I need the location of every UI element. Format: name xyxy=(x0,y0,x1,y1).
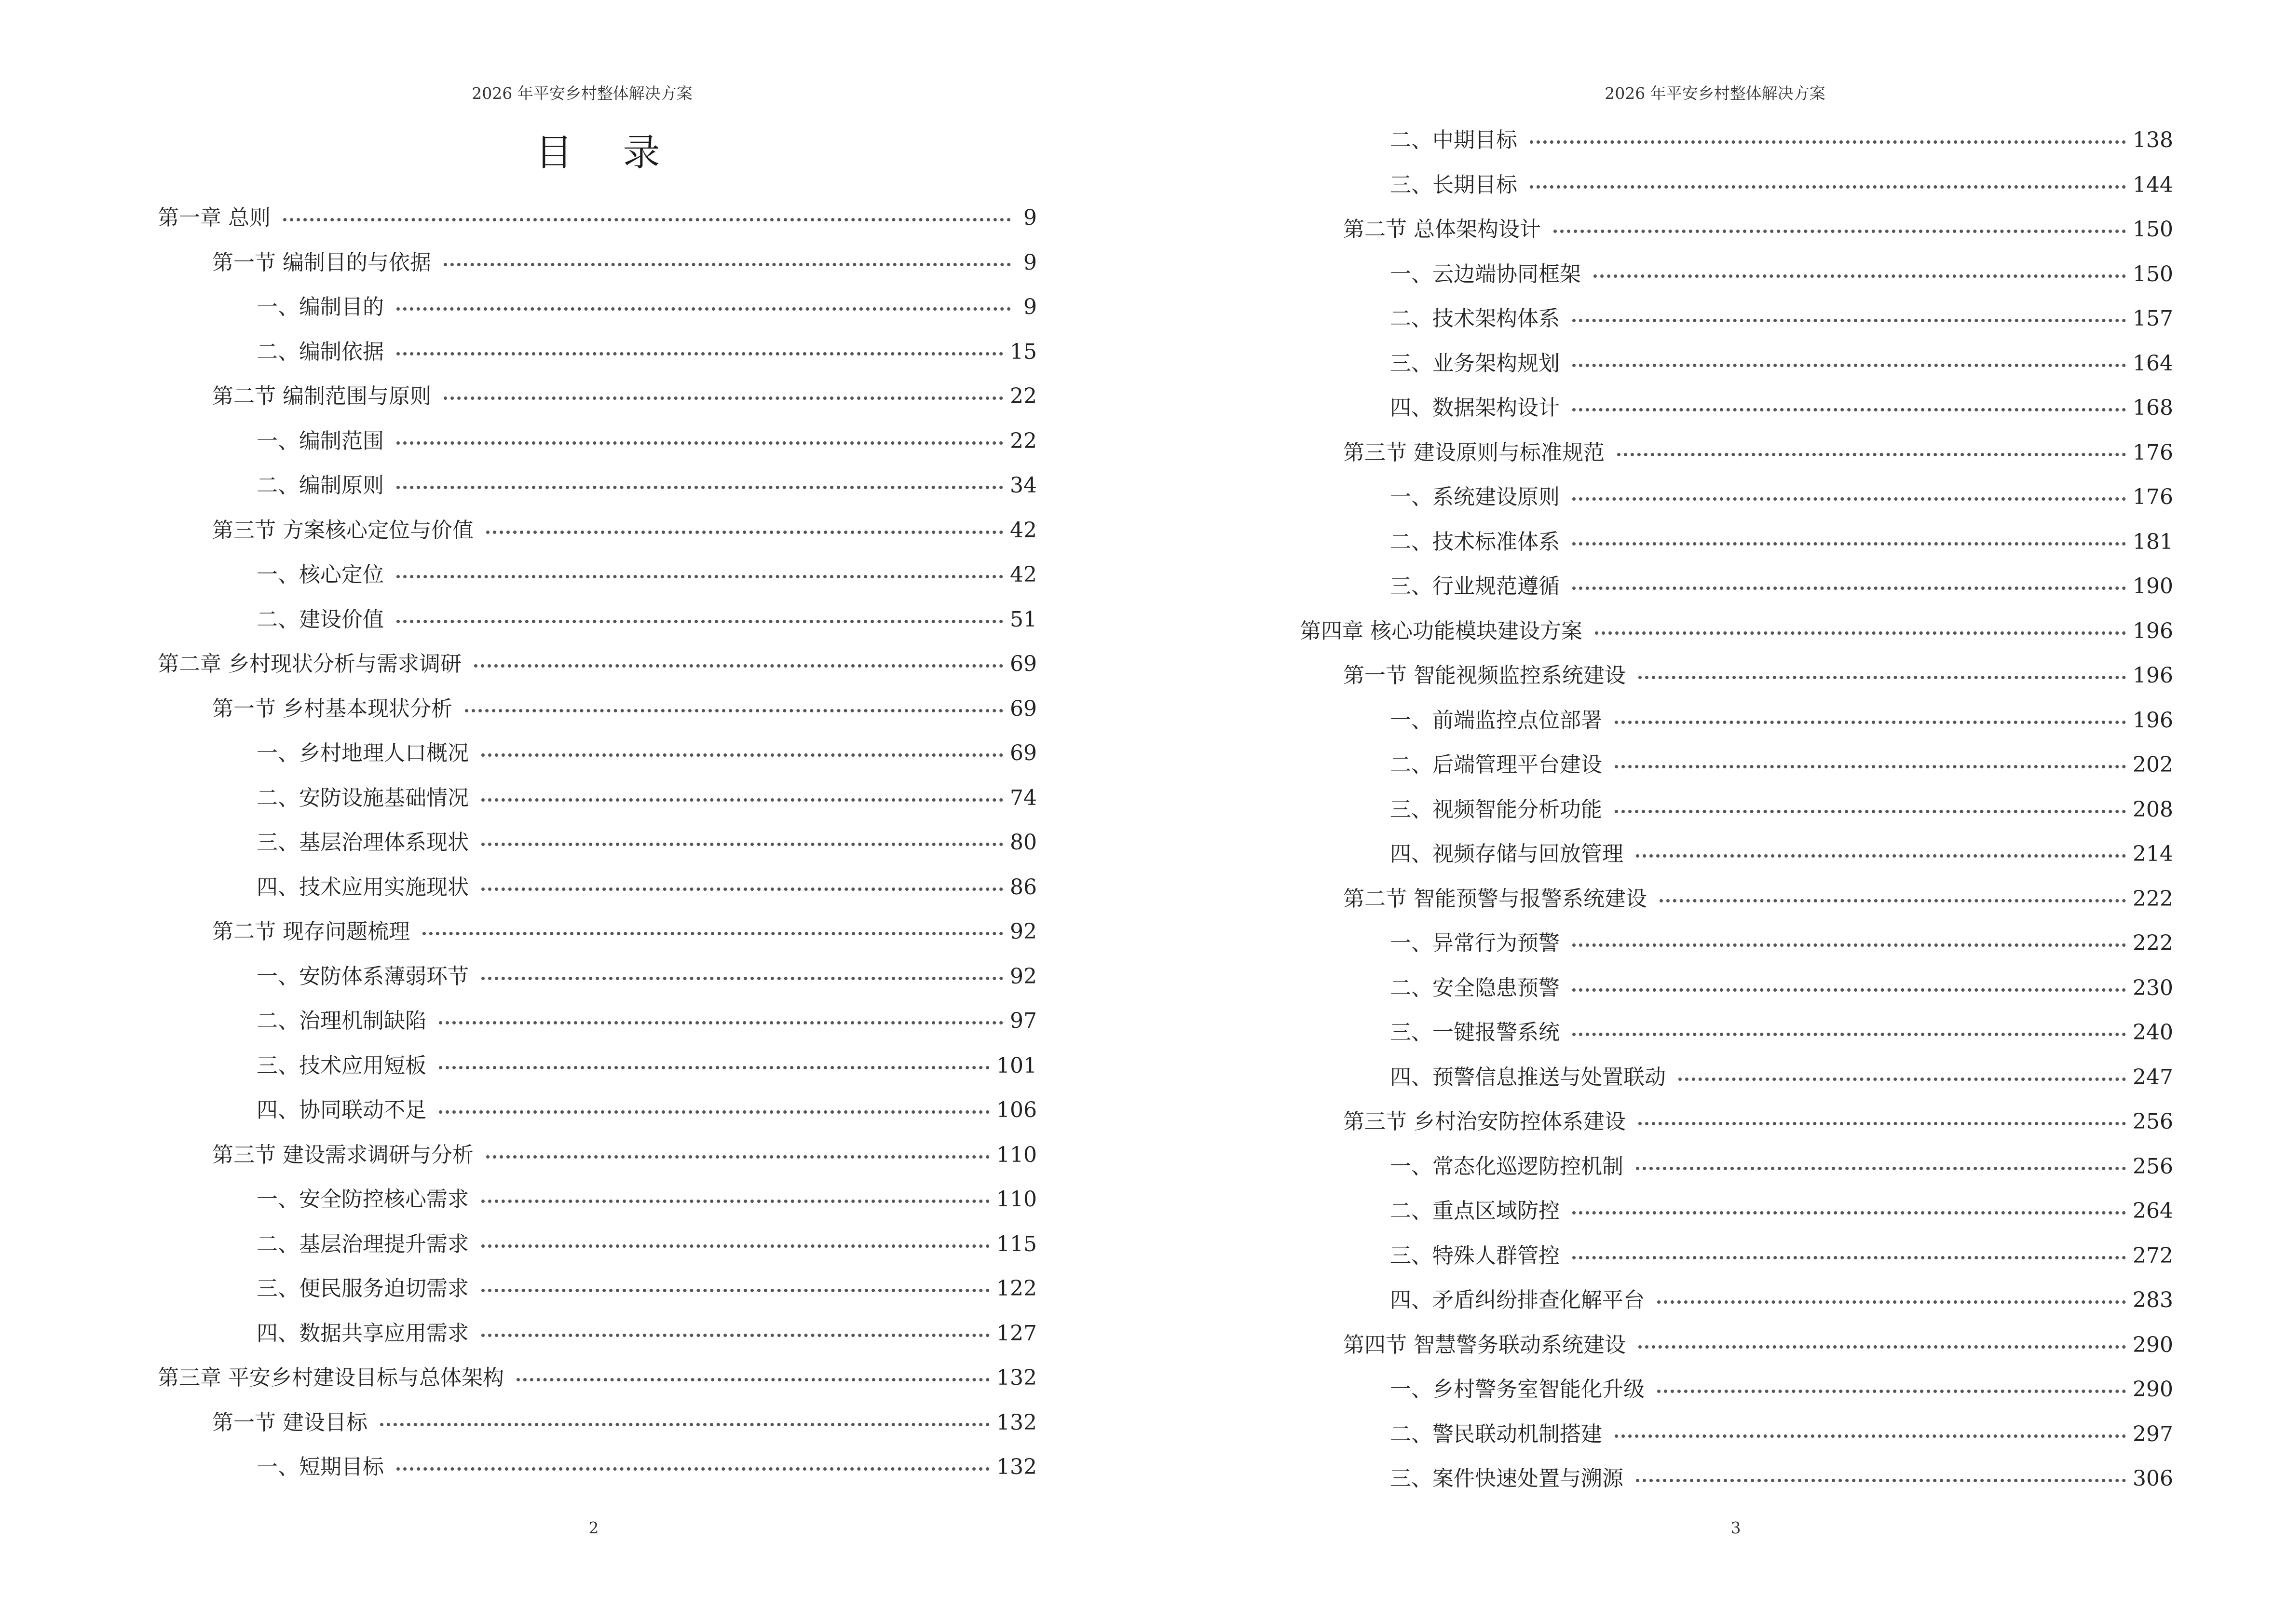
toc-entry-label: 第三章 平安乡村建设目标与总体架构 xyxy=(158,1365,504,1390)
toc-entry-label: 二、中期目标 xyxy=(1390,128,1517,152)
toc-entry-page: 181 xyxy=(2133,529,2173,554)
toc-entry-page: 202 xyxy=(2133,752,2173,777)
toc-entry-page: 110 xyxy=(996,1187,1037,1212)
dot-leader xyxy=(1615,1425,2126,1438)
toc-entry-page: 290 xyxy=(2133,1332,2173,1357)
dot-leader xyxy=(486,1146,990,1159)
dot-leader xyxy=(1572,1201,2126,1215)
toc-entry[interactable] xyxy=(1144,1457,2173,1501)
toc-entry[interactable] xyxy=(0,553,1037,598)
toc-entry[interactable] xyxy=(0,1401,1037,1446)
dot-leader xyxy=(481,1235,990,1248)
dot-leader xyxy=(481,833,1003,846)
toc-entry-label: 四、协同联动不足 xyxy=(257,1098,426,1122)
toc-entry-page: 22 xyxy=(1010,384,1037,409)
dot-leader xyxy=(1657,1380,2126,1393)
toc-entry[interactable] xyxy=(0,330,1037,375)
toc-entry[interactable] xyxy=(0,419,1037,464)
toc-entry[interactable] xyxy=(0,1267,1037,1311)
toc-entry[interactable] xyxy=(1144,252,2173,297)
toc-entry-page: 230 xyxy=(2133,975,2173,1000)
toc-entry-page: 80 xyxy=(1010,830,1037,855)
toc-entry-page: 92 xyxy=(1010,919,1037,944)
toc-entry-page: 132 xyxy=(996,1365,1037,1390)
toc-entry-label: 一、异常行为预警 xyxy=(1390,931,1560,955)
toc-entry-label: 第三节 乡村治安防控体系建设 xyxy=(1343,1109,1626,1134)
toc-entry-label: 四、数据架构设计 xyxy=(1390,396,1560,420)
toc-entry-label: 第四章 核心功能模块建设方案 xyxy=(1300,618,1582,643)
toc-entry[interactable] xyxy=(0,910,1037,955)
toc-entry[interactable] xyxy=(0,285,1037,330)
toc-entry-page: 222 xyxy=(2133,931,2173,955)
toc-entry-page: 196 xyxy=(2133,663,2173,688)
dot-leader xyxy=(481,878,1003,891)
toc-entry-label: 三、特殊人群管控 xyxy=(1390,1243,1560,1268)
dot-leader xyxy=(1572,1023,2126,1036)
dot-leader xyxy=(1617,443,2126,456)
toc-entry-label: 一、乡村地理人口概况 xyxy=(257,741,469,765)
dot-leader xyxy=(481,789,1003,802)
toc-entry-page: 127 xyxy=(996,1321,1037,1346)
toc-entry-page: 132 xyxy=(996,1410,1037,1435)
dot-leader xyxy=(444,387,1003,400)
toc-entry-page: 15 xyxy=(1010,339,1037,364)
toc-entry[interactable] xyxy=(0,687,1037,732)
dot-leader xyxy=(396,1458,990,1471)
toc-entry[interactable] xyxy=(1144,921,2173,966)
toc-entry-page: 240 xyxy=(2133,1020,2173,1045)
toc-entry[interactable] xyxy=(1144,788,2173,832)
dot-leader xyxy=(439,1011,1003,1024)
toc-entry[interactable] xyxy=(1144,1323,2173,1368)
dot-leader xyxy=(396,565,1003,578)
toc-entry[interactable] xyxy=(1144,475,2173,520)
dot-leader xyxy=(1615,755,2126,768)
toc-entry[interactable] xyxy=(0,1311,1037,1356)
dot-leader xyxy=(1572,354,2126,367)
toc-entry[interactable] xyxy=(1144,1055,2173,1100)
page-number: 2 xyxy=(588,1518,599,1537)
toc-entry-page: 157 xyxy=(2133,306,2173,331)
dot-leader xyxy=(1678,1068,2126,1081)
toc-entry-label: 三、便民服务迫切需求 xyxy=(257,1276,469,1301)
toc-entry-page: 168 xyxy=(2133,396,2173,420)
toc-entry-label: 第三节 建设需求调研与分析 xyxy=(212,1142,474,1167)
toc-entry-label: 第一章 总则 xyxy=(158,205,271,230)
toc-entry-label: 四、数据共享应用需求 xyxy=(257,1321,469,1346)
toc-list xyxy=(0,196,1037,1490)
toc-entry-page: 9 xyxy=(1023,205,1037,230)
dot-leader xyxy=(396,610,1003,623)
toc-entry-page: 256 xyxy=(2133,1109,2173,1134)
toc-entry-page: 92 xyxy=(1010,964,1037,989)
toc-entry[interactable] xyxy=(1144,297,2173,341)
toc-entry-page: 196 xyxy=(2133,708,2173,733)
toc-entry-page: 9 xyxy=(1023,295,1037,319)
toc-entry-page: 42 xyxy=(1010,562,1037,587)
dot-leader xyxy=(1572,979,2126,992)
dot-leader xyxy=(465,699,1003,712)
dot-leader xyxy=(1638,666,2126,679)
toc-entry[interactable] xyxy=(1144,1010,2173,1055)
toc-entry[interactable] xyxy=(1144,1278,2173,1323)
toc-entry-page: 22 xyxy=(1010,428,1037,453)
dot-leader xyxy=(1638,1336,2126,1349)
toc-entry-page: 138 xyxy=(2133,128,2173,152)
dot-leader xyxy=(1615,711,2126,724)
toc-entry[interactable] xyxy=(1144,609,2173,654)
toc-entry-label: 二、安全隐患预警 xyxy=(1390,975,1560,1000)
toc-entry[interactable] xyxy=(1144,654,2173,698)
toc-entry-page: 150 xyxy=(2133,261,2173,287)
toc-entry[interactable] xyxy=(0,464,1037,508)
dot-leader xyxy=(517,1368,990,1381)
toc-entry[interactable] xyxy=(0,865,1037,910)
dot-leader xyxy=(481,1279,990,1292)
toc-entry[interactable] xyxy=(0,999,1037,1044)
toc-entry-label: 二、重点区域防控 xyxy=(1390,1199,1560,1223)
toc-entry[interactable] xyxy=(1144,1412,2173,1457)
toc-entry-label: 二、建设价值 xyxy=(257,607,384,632)
toc-entry[interactable] xyxy=(0,508,1037,553)
toc-entry-page: 132 xyxy=(996,1455,1037,1479)
toc-entry-label: 一、编制目的 xyxy=(257,295,384,319)
toc-entry-page: 272 xyxy=(2133,1243,2173,1268)
toc-entry[interactable] xyxy=(1144,118,2173,163)
toc-entry-label: 二、基层治理提升需求 xyxy=(257,1231,469,1256)
dot-leader xyxy=(439,1101,990,1114)
toc-entry-label: 一、前端监控点位部署 xyxy=(1390,708,1602,733)
running-header: 2026 年平安乡村整体解决方案 xyxy=(1605,84,1825,103)
toc-entry[interactable] xyxy=(0,731,1037,776)
toc-entry[interactable] xyxy=(1144,207,2173,252)
toc-entry[interactable] xyxy=(1144,564,2173,609)
dot-leader xyxy=(444,253,1011,266)
dot-leader xyxy=(1530,176,2126,189)
toc-entry[interactable] xyxy=(0,1445,1037,1490)
toc-entry-page: 222 xyxy=(2133,886,2173,911)
toc-entry-label: 三、业务架构规划 xyxy=(1390,351,1560,376)
toc-entry-page: 208 xyxy=(2133,797,2173,822)
toc-entry-label: 一、编制范围 xyxy=(257,428,384,453)
dot-leader xyxy=(1553,220,2126,233)
toc-entry-label: 第三节 建设原则与标准规范 xyxy=(1343,440,1605,465)
toc-entry-label: 第一节 建设目标 xyxy=(212,1410,368,1435)
toc-entry-label: 第二章 乡村现状分析与需求调研 xyxy=(158,652,462,676)
dot-leader xyxy=(1595,622,2126,635)
toc-list xyxy=(1144,118,2173,1501)
toc-entry-label: 四、矛盾纠纷排查化解平台 xyxy=(1390,1288,1645,1312)
toc-entry[interactable] xyxy=(1144,743,2173,788)
toc-entry[interactable] xyxy=(0,820,1037,865)
toc-entry-label: 一、乡村警务室智能化升级 xyxy=(1390,1377,1645,1402)
toc-entry-page: 69 xyxy=(1010,652,1037,676)
toc-entry-label: 二、安防设施基础情况 xyxy=(257,785,469,810)
toc-entry-label: 第二节 总体架构设计 xyxy=(1343,217,1541,242)
toc-entry-label: 二、警民联动机制搭建 xyxy=(1390,1421,1602,1447)
toc-entry-label: 三、一键报警系统 xyxy=(1390,1020,1560,1045)
dot-leader xyxy=(396,342,1003,355)
toc-entry[interactable] xyxy=(0,374,1037,419)
toc-entry-label: 三、技术应用短板 xyxy=(257,1053,426,1078)
toc-entry-label: 四、预警信息推送与处置联动 xyxy=(1390,1064,1666,1090)
toc-entry[interactable] xyxy=(1144,1145,2173,1189)
toc-entry-page: 196 xyxy=(2133,618,2173,643)
toc-entry-label: 三、行业规范遵循 xyxy=(1390,574,1560,599)
dot-leader xyxy=(1638,1112,2126,1125)
dot-leader xyxy=(1636,845,2126,858)
toc-entry-page: 86 xyxy=(1010,874,1037,900)
running-header: 2026 年平安乡村整体解决方案 xyxy=(472,84,693,103)
toc-entry-label: 一、系统建设原则 xyxy=(1390,485,1560,509)
toc-entry-page: 106 xyxy=(996,1098,1037,1122)
toc-entry-page: 144 xyxy=(2133,172,2173,197)
dot-leader xyxy=(439,1056,990,1069)
toc-entry-label: 第四节 智慧警务联动系统建设 xyxy=(1343,1332,1626,1357)
toc-entry-page: 297 xyxy=(2133,1421,2173,1447)
toc-entry[interactable] xyxy=(1144,1100,2173,1145)
toc-entry-page: 9 xyxy=(1023,250,1037,275)
dot-leader xyxy=(396,298,1011,311)
dot-leader xyxy=(1530,131,2126,144)
toc-entry[interactable] xyxy=(1144,431,2173,476)
toc-entry-label: 二、治理机制缺陷 xyxy=(257,1009,426,1033)
toc-entry[interactable] xyxy=(0,955,1037,999)
toc-entry[interactable] xyxy=(1144,1367,2173,1412)
toc-entry-label: 一、云边端协同框架 xyxy=(1390,261,1581,287)
dot-leader xyxy=(1636,1469,2126,1482)
dot-leader xyxy=(1660,889,2126,902)
dot-leader xyxy=(283,208,1011,221)
toc-entry[interactable] xyxy=(1144,1234,2173,1279)
dot-leader xyxy=(1593,265,2126,278)
dot-leader xyxy=(1657,1291,2126,1304)
toc-entry-label: 三、长期目标 xyxy=(1390,172,1517,197)
toc-entry-label: 第二节 现存问题梳理 xyxy=(212,919,410,944)
toc-entry-label: 一、安防体系薄弱环节 xyxy=(257,964,469,989)
dot-leader xyxy=(486,521,1003,534)
toc-entry-label: 二、技术架构体系 xyxy=(1390,306,1560,331)
toc-entry-label: 二、编制原则 xyxy=(257,473,384,498)
toc-entry-label: 一、常态化巡逻防控机制 xyxy=(1390,1154,1623,1179)
toc-entry-page: 115 xyxy=(996,1231,1037,1256)
dot-leader xyxy=(1572,309,2126,322)
toc-entry[interactable] xyxy=(1144,877,2173,922)
toc-entry-page: 247 xyxy=(2133,1064,2173,1090)
dot-leader xyxy=(1615,800,2126,813)
dot-leader xyxy=(1572,532,2126,546)
toc-entry[interactable] xyxy=(1144,832,2173,877)
dot-leader xyxy=(1572,398,2126,411)
toc-entry-page: 69 xyxy=(1010,741,1037,765)
right-page xyxy=(1144,0,2287,1624)
toc-entry[interactable] xyxy=(1144,966,2173,1011)
toc-entry-page: 101 xyxy=(996,1053,1037,1078)
dot-leader xyxy=(380,1413,990,1426)
toc-entry-page: 264 xyxy=(2133,1199,2173,1223)
toc-entry[interactable] xyxy=(0,1356,1037,1401)
toc-entry[interactable] xyxy=(0,598,1037,642)
toc-entry[interactable] xyxy=(1144,698,2173,743)
dot-leader xyxy=(1572,934,2126,947)
page-number: 3 xyxy=(1730,1518,1741,1537)
toc-entry-page: 283 xyxy=(2133,1288,2173,1312)
dot-leader xyxy=(396,432,1003,445)
toc-title: 目 录 xyxy=(535,132,680,175)
dot-leader xyxy=(1572,1246,2126,1259)
toc-entry-label: 第一节 编制目的与依据 xyxy=(212,250,431,275)
toc-entry-label: 一、短期目标 xyxy=(257,1455,384,1479)
toc-entry-label: 第一节 乡村基本现状分析 xyxy=(212,696,452,721)
dot-leader xyxy=(481,1190,990,1203)
toc-entry-label: 三、案件快速处置与溯源 xyxy=(1390,1466,1623,1491)
toc-entry-page: 34 xyxy=(1010,473,1037,498)
toc-entry[interactable] xyxy=(0,241,1037,286)
toc-entry-label: 四、技术应用实施现状 xyxy=(257,874,469,900)
toc-entry-label: 二、编制依据 xyxy=(257,339,384,364)
toc-entry[interactable] xyxy=(1144,163,2173,208)
toc-entry-label: 第一节 智能视频监控系统建设 xyxy=(1343,663,1626,688)
toc-entry-label: 三、视频智能分析功能 xyxy=(1390,797,1602,822)
toc-entry[interactable] xyxy=(0,1044,1037,1089)
toc-entry-page: 122 xyxy=(996,1276,1037,1301)
toc-entry-label: 第二节 编制范围与原则 xyxy=(212,384,431,409)
toc-entry[interactable] xyxy=(1144,1189,2173,1234)
dot-leader xyxy=(1636,1157,2126,1170)
toc-entry[interactable] xyxy=(0,642,1037,687)
toc-entry[interactable] xyxy=(0,196,1037,241)
toc-entry-label: 一、核心定位 xyxy=(257,562,384,587)
toc-entry[interactable] xyxy=(0,776,1037,821)
toc-entry-label: 四、视频存储与回放管理 xyxy=(1390,842,1623,866)
toc-entry-page: 110 xyxy=(996,1142,1037,1167)
toc-entry-page: 290 xyxy=(2133,1377,2173,1402)
toc-entry-page: 214 xyxy=(2133,842,2173,866)
dot-leader xyxy=(481,744,1003,757)
dot-leader xyxy=(1572,577,2126,590)
toc-entry-page: 164 xyxy=(2133,351,2173,376)
toc-entry[interactable] xyxy=(1144,341,2173,386)
toc-entry-page: 51 xyxy=(1010,607,1037,632)
dot-leader xyxy=(481,967,1003,980)
toc-entry-page: 42 xyxy=(1010,518,1037,543)
dot-leader xyxy=(396,476,1003,489)
toc-entry-page: 190 xyxy=(2133,574,2173,599)
toc-entry-page: 256 xyxy=(2133,1154,2173,1179)
toc-entry-page: 176 xyxy=(2133,485,2173,509)
toc-entry-label: 第三节 方案核心定位与价值 xyxy=(212,518,474,543)
toc-entry-page: 69 xyxy=(1010,696,1037,721)
dot-leader xyxy=(1572,488,2126,501)
toc-entry[interactable] xyxy=(0,1222,1037,1267)
toc-entry[interactable] xyxy=(0,1177,1037,1222)
toc-entry-page: 150 xyxy=(2133,217,2173,242)
toc-entry[interactable] xyxy=(0,1088,1037,1133)
toc-entry[interactable] xyxy=(1144,386,2173,431)
toc-entry-label: 一、安全防控核心需求 xyxy=(257,1187,469,1212)
toc-entry-page: 306 xyxy=(2133,1466,2173,1491)
toc-entry-label: 第二节 智能预警与报警系统建设 xyxy=(1343,886,1647,911)
toc-entry-label: 三、基层治理体系现状 xyxy=(257,830,469,855)
dot-leader xyxy=(422,922,1003,935)
toc-entry-label: 二、技术标准体系 xyxy=(1390,529,1560,554)
dot-leader xyxy=(481,1324,990,1337)
toc-entry[interactable] xyxy=(0,1133,1037,1178)
toc-entry-page: 97 xyxy=(1010,1009,1037,1033)
dot-leader xyxy=(474,655,1003,668)
toc-entry[interactable] xyxy=(1144,520,2173,565)
toc-entry-page: 176 xyxy=(2133,440,2173,465)
toc-entry-page: 74 xyxy=(1010,785,1037,810)
toc-entry-label: 二、后端管理平台建设 xyxy=(1390,752,1602,777)
